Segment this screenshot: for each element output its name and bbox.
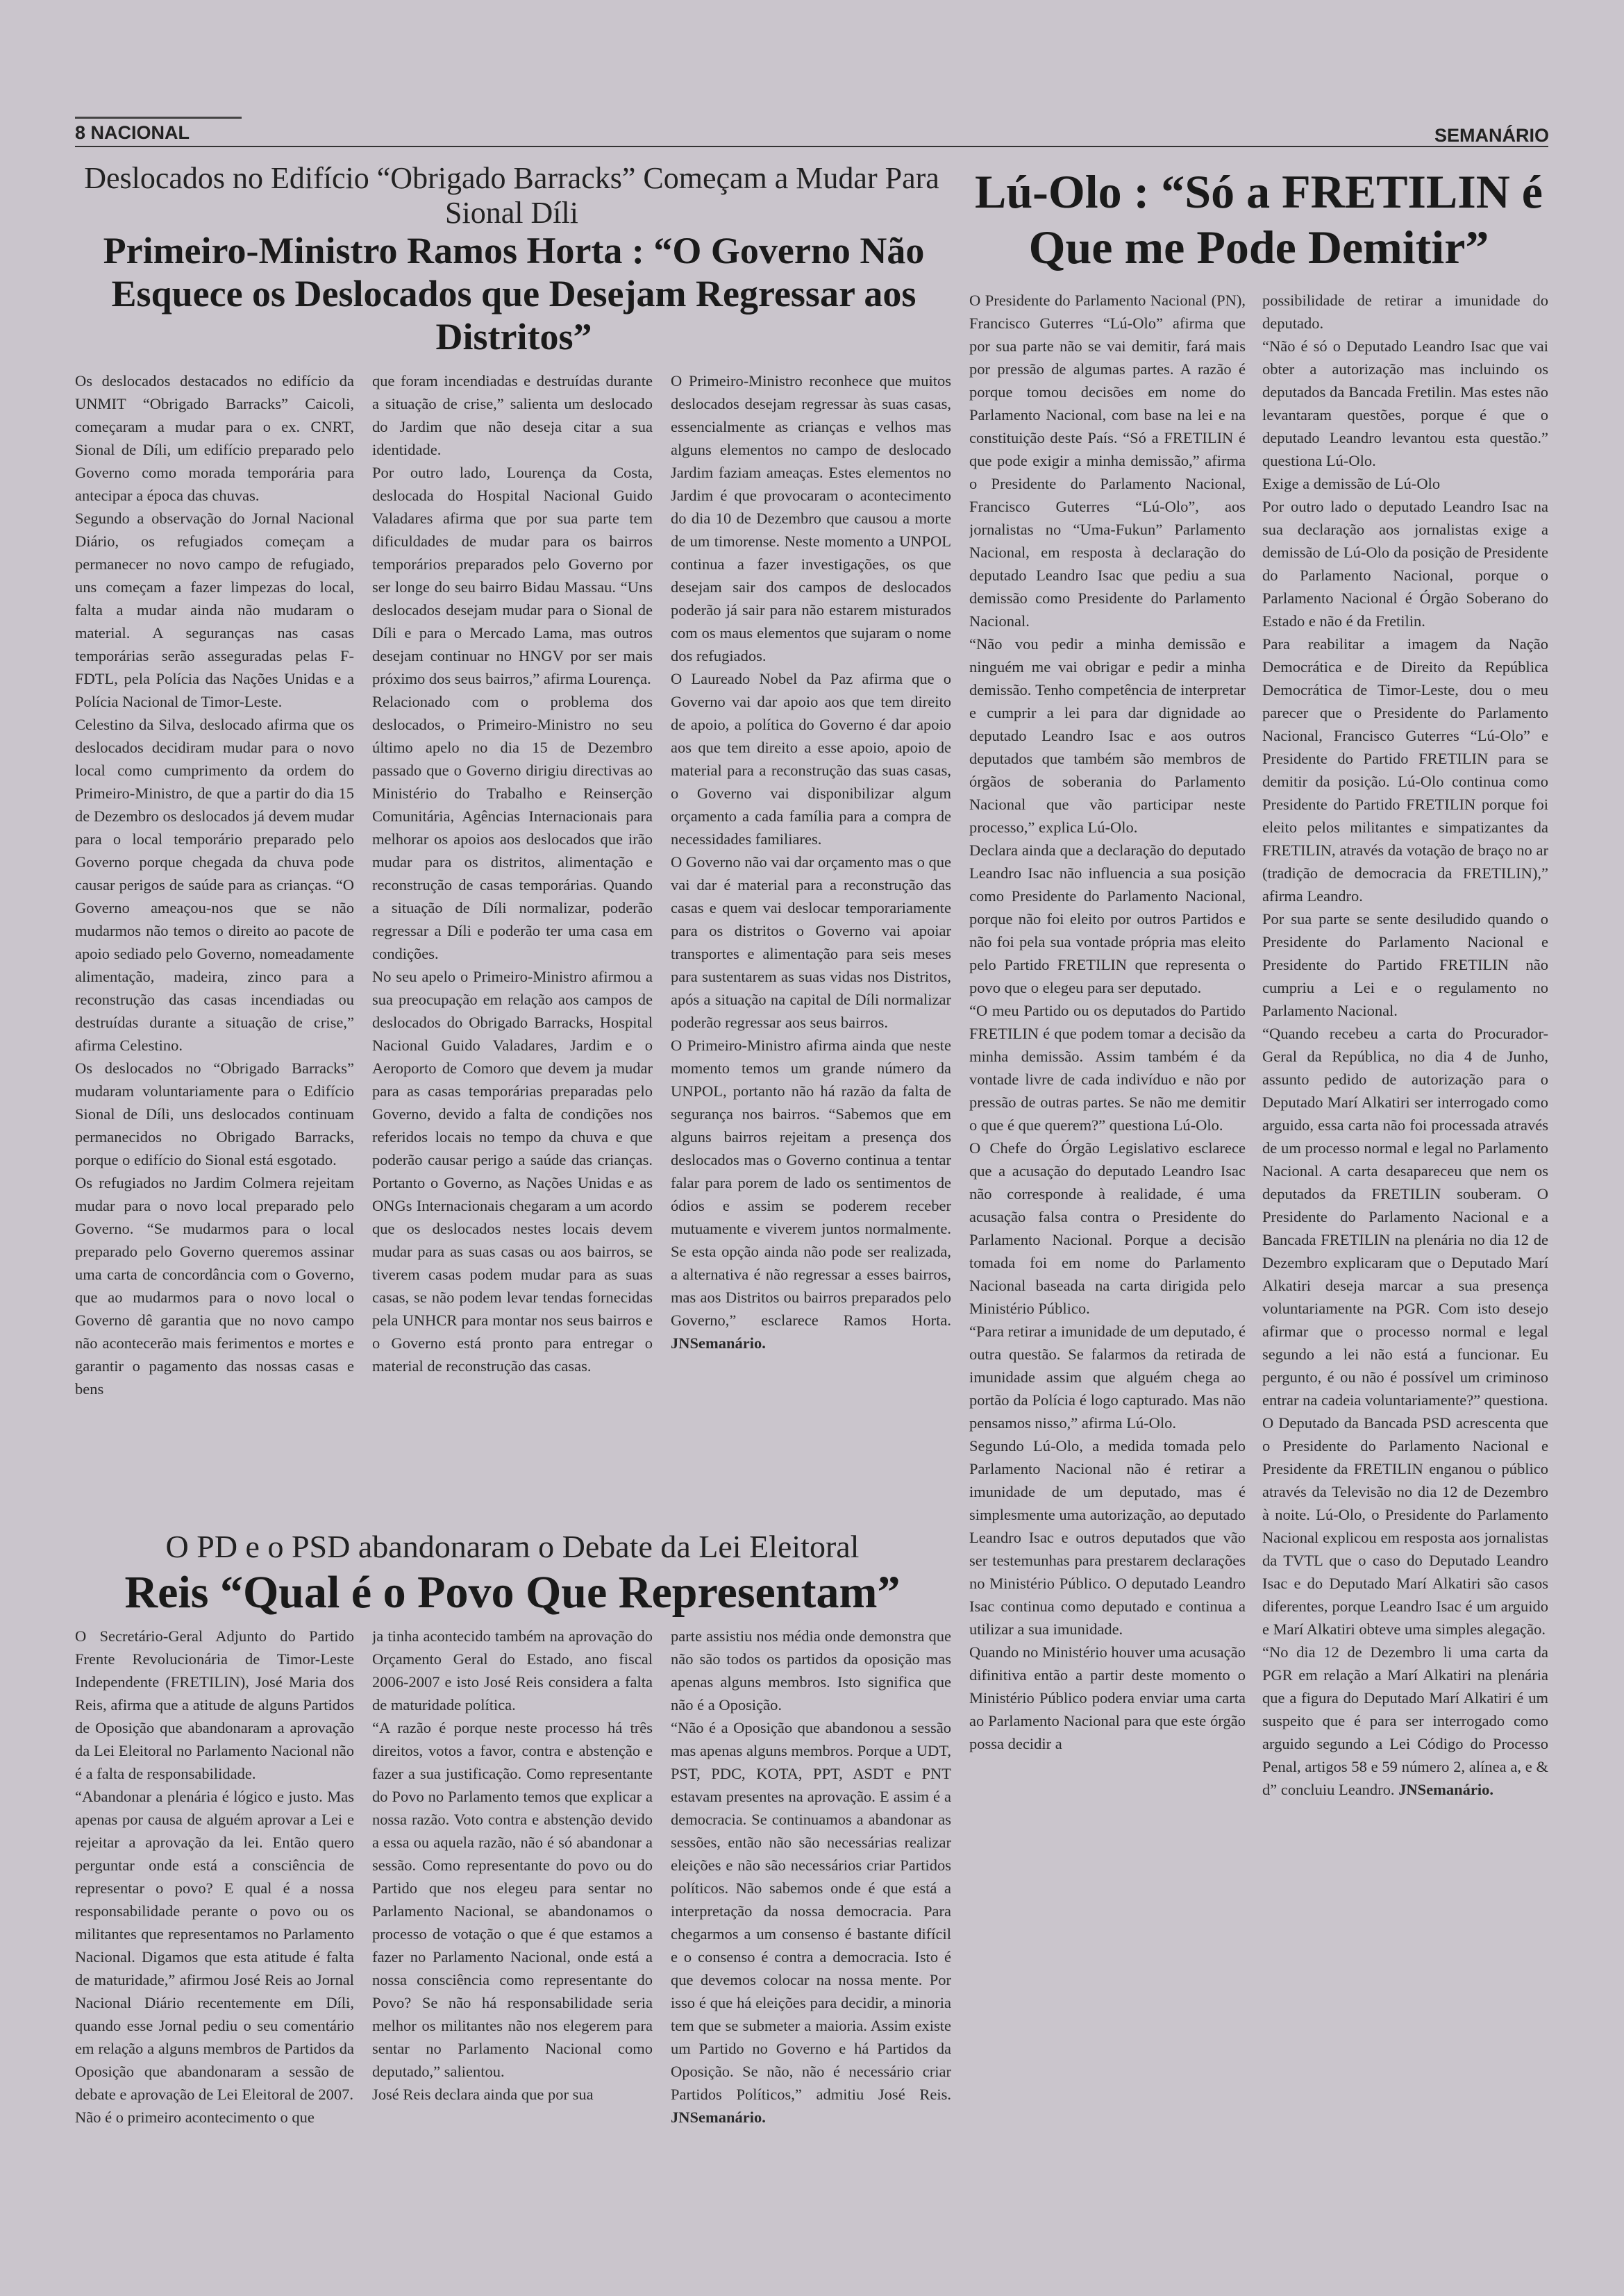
paragraph: O Chefe do Órgão Legislativo esclarece que a acusação do deputado Leandro Isac não corresponde à realidade, é uma acusação falsa contra o Presidente do Parlamento Nacional. Porque a decisão tomada foi em nome do Parlamento Nacional baseada na carta dirigida pelo Ministério Público. [969,1139,1246,1317]
paragraph: O Deputado da Bancada PSD acrescenta que o Presidente do Parlamento Nacional e Presidente da FRETILIN enganou o público através da Televisão no dia 12 de Dezembro à noite. Lú-Olo, o Presidente do Parlamento Nacional explicou em resposta aos jornalistas da TVTL que o caso do Deputado Leandro Isac e do Deputado Marí Alkatiri são casos diferentes, porque Leandro Isac é um arguido e Marí Alkatiri obteve uma simples alegação. [1262,1414,1548,1638]
paragraph: parte assistiu nos média onde demonstra que não são todos os partidos da oposição mas apenas alguns membros. Isto significa que não é a Oposição. [671,1627,951,1713]
paragraph: que foram incendiadas e destruídas durante a situação de crise,” salienta um deslocado do Jardim que não deseja citar a sua identidade. [372,372,653,458]
paragraph: Relacionado com o problema dos deslocados, o Primeiro-Ministro no seu último apelo no dia 15 de Dezembro passado que o Governo dirigiu directivas ao Ministério do Trabalho e Reinserção Comunitária, Agências Internacionais para melhorar os apoios aos deslocados que irão mudar para os distritos, alimentação e reconstrução de casas temporárias. Quando a situação de Díli normalizar, poderão regressar a Díli e poderão ter uma casa em condições. [372,693,653,962]
page-number-section: 8 NACIONAL [75,122,190,143]
article2-column-3 [671,1625,951,2236]
paragraph: O Presidente do Parlamento Nacional (PN), Francisco Guterres “Lú-Olo” afirma que por sua parte não se vai demitir, fará mais por pressão de algumas partes. A razão é porque tomou decisões em nome do Parlamento Nacional, com base na lei e na constituição deste País. “Só a FRETILIN é que pode exigir a minha demissão,” afirma o Presidente do Parlamento Nacional, Francisco Guterres “Lú-Olo”, aos jornalistas no “Uma-Fukun” Parlamento Nacional, em resposta à declaração do deputado Leandro Isac que pediu a sua demissão como Presidente do Parlamento Nacional. [969,292,1246,630]
page-number-rule [75,117,242,119]
paragraph: Por sua parte se sente desiludido quando o Presidente do Parlamento Nacional e Presidente do Partido FRETILIN não cumpriu a Lei e o regulamento no Parlamento Nacional. [1262,910,1548,1019]
paragraph: Para reabilitar a imagem da Nação Democrática e de Direito da República Democrática de Timor-Leste, dou o meu parecer que o Presidente do Parlamento Nacional, Francisco Guterres “Lú-Olo” e Presidente do Partido FRETILIN para se demitir da posição. Lú-Olo continua como Presidente do Partido FRETILIN porque foi eleito pelos militantes e simpatizantes da FRETILIN, através da votação de braço no ar (tradição de democracia da FRETILIN),” afirma Leandro. [1262,635,1548,905]
paragraph: Declara ainda que a declaração do deputado Leandro Isac não influencia a sua posição como Presidente do Parlamento Nacional, porque não foi eleito por outros Partidos e não foi pela sua vontade própria mas eleito pelo Partido FRETILIN que representa o povo que o elegeu para ser deputado. [969,841,1246,996]
paragraph: Exige a demissão de Lú-Olo [1262,475,1441,492]
paragraph: Segundo a observação do Jornal Nacional Diário, os refugiados começam a permanecer no novo campo de refugiado, uns começam a fazer limpezas do local, falta a mudar ainda não mudaram o material. A seguranças nas casas temporárias serão asseguradas pelas F-FDTL, pela Polícia das Nações Unidas e a Polícia Nacional de Timor-Leste. [75,510,354,710]
paragraph: Quando no Ministério houver uma acusação difinitiva então a partir deste momento o Ministério Público podera enviar uma carta ao Parlamento Nacional para que este órgão possa decidir a [969,1643,1246,1752]
paragraph: possibilidade de retirar a imunidade do deputado. [1262,292,1548,332]
paragraph: Por outro lado, Lourença da Costa, deslocada do Hospital Nacional Guido Valadares afirma que por sua parte tem dificuldades de mudar para os bairros temporários preparados pelo Governo por ser longe do seu bairro Bidau Massau. “Uns deslocados desejam mudar para o Sional de Díli e para o Mercado Lama, mas outros desejam continuar no HNGV por ser mais próximo dos seus bairros,” afirma Lourença. [372,464,653,687]
paragraph: O Primeiro-Ministro afirma ainda que neste momento temos um grande número da UNPOL, portanto não há razão da falta de segurança nos bairros. “Sabemos que em alguns bairros rejeitam a presença dos deslocados mas o Governo continua a tentar falar para porem de lado os sentimentos de ódios e assim se poderem receber mutuamente e viverem juntos normalmente. Se esta opção ainda não pode ser realizada, a alternativa é não regressar a esses bairros, mas aos Distritos ou bairros preparados pelo Governo,” esclarece Ramos Horta. JNSemanário. [671,1037,951,1352]
paragraph: “A razão é porque neste processo há três direitos, votos a favor, contra e abstenção e fazer a sua justificação. Como representante do Povo no Parlamento temos que explicar a nossa razão. Voto contra e abstenção devido a essa ou aquela razão, não é só abandonar a sessão. Como representante do povo ou do Partido que nos elegeu para sentar no Parlamento Nacional, se abandonamos o processo de votação o que é que estamos a fazer no Parlamento Nacional, onde está a nossa consciência como representante do Povo? Se não há responsabilidade seria melhor os militantes não nos elegerem para sentar no Parlamento Nacional como deputado,” salientou. [372,1719,653,2080]
paragraph: Celestino da Silva, deslocado afirma que os deslocados decidiram mudar para o novo local como cumprimento da ordem do Primeiro-Ministro, de que a partir do dia 15 de Dezembro os deslocados já devem mudar para o local temporário preparado pelo Governo porque chegada da chuva pode causar perigos de saúde para as crianças. “O Governo ameaçou-nos que se não mudarmos não temos o direito ao pacote de apoio sediado pelo Governo, nomeadamente alimentação, madeira, zinco para a reconstrução das casas incendiadas ou destruídas durante a situação de crise,” afirma Celestino. [75,716,354,1054]
paragraph: José Reis declara ainda que por sua [372,2086,594,2103]
paragraph: “No dia 12 de Dezembro li uma carta da PGR em relação a Marí Alkatiri na plenária que a figura do Deputado Marí Alkatiri é um suspeito que é para ser interrogado como arguido segundo a Lei Código do Processo Penal, artigos 58 e 59 número 2, alínea a, e & d” concluiu Leandro. JNSemanário. [1262,1643,1548,1798]
paragraph: O Laureado Nobel da Paz afirma que o Governo vai dar apoio aos que tem direito de apoio, a política do Governo é dar apoio aos que tem direito a esse apoio, apoio de material para a reconstrução das suas casas, o Governo vai disponibilizar algum orçamento a cada família para a compra de necessidades familiares. [671,670,951,848]
newspaper-name: SEMANÁRIO [1434,125,1549,146]
paragraph: “Não é só o Deputado Leandro Isac que vai obter a autorização mas incluindo os deputados da Bancada Fretilin. Mas estes não levantaram questões, porque é que o deputado Leandro levantou esta questão.” questiona Lú-Olo. [1262,337,1548,469]
paragraph: Os deslocados destacados no edifício da UNMIT “Obrigado Barracks” Caicoli, começaram a mudar para o ex. CNRT, Sional de Díli, um edifício preparado pelo Governo como morada temporária para antecipar a época das chuvas. [75,372,354,504]
paragraph: ja tinha acontecido também na aprovação do Orçamento Geral do Estado, ano fiscal 2006-2007 e isto José Reis considera a falta de maturidade política. [372,1627,653,1713]
header-divider [75,146,1548,147]
article3-column-2 [1262,289,1548,2236]
article2-column-2 [372,1625,653,2236]
article1-column-1 [75,369,354,1525]
paragraph: “Não vou pedir a minha demissão e ninguém me vai obrigar e pedir a minha demissão. Tenho competência de interpretar e cumprir a lei para dar dignidade ao deputado Leandro Isac e aos outros deputados que também são membros de órgãos de soberania do Parlamento Nacional que vão participar neste processo,” explica Lú-Olo. [969,635,1246,836]
paragraph: Os deslocados no “Obrigado Barracks” mudaram voluntariamente para o Edifício Sional de Díli, uns deslocados continuam permanecidos no Obrigado Barracks, porque o edifício do Sional está esgotado. [75,1059,354,1168]
paragraph: Os refugiados no Jardim Colmera rejeitam mudar para o novo local preparado pelo Governo. “Se mudarmos para o local preparado pelo Governo queremos assinar uma carta de concordância com o Governo, que ao mudarmos para o novo local o Governo dê garantia que no novo campo não acontecerão mais ferimentos e mortes e garantir o pagamento das nossas casas e bens [75,1174,354,1398]
article3-headline: Lú-Olo : “Só a FRETILIN é Que me Pode Demitir” [975,165,1543,274]
paragraph: No seu apelo o Primeiro-Ministro afirmou a sua preocupação em relação aos campos de deslocados do Obrigado Barracks, Hospital Nacional Guido Valadares, Jardim e o Aeroporto de Comoro que devem ja mudar para as casas temporárias preparadas pelo Governo, devido a falta de condições nos referidos locais no tempo da chuva e que poderão causar perigo a saúde das crianças. Portanto o Governo, as Nações Unidas e as ONGs Internacionais chegaram a um acordo que os deslocados nestes locais devem mudar para as suas casas ou aos bairros, se tiverem casas podem mudar para as suas casas, se não podem levar tendas fornecidas pela UNHCR para montar nos seus bairros e o Governo está pronto para entregar o material de reconstrução das casas. [372,968,653,1375]
article2-column-1 [75,1625,354,2236]
paragraph: “Quando recebeu a carta do Procurador-Geral da República, no dia 4 de Junho, assunto pedido de autorização para o Deputado Marí Alkatiri ser interrogado como arguido, essa carta não foi processada através de um processo normal e legal no Parlamento Nacional. A carta desapareceu que nem os deputados da FRETILIN souberam. O Presidente do Parlamento Nacional e a Bancada FRETILIN na plenária no dia 12 de Dezembro explicaram que o Deputado Marí Alkatiri deseja marcar a sua presença voluntariamente na PGR. Com isto desejo afirmar que o processo normal e legal segundo a lei não está a funcionar. Eu pergunto, é ou não é possível um criminoso entrar na cadeia voluntariamente?” questiona. [1262,1025,1548,1409]
article2-headline: Reis “Qual é o Povo Que Representam” [124,1567,901,1618]
paragraph: O Secretário-Geral Adjunto do Partido Frente Revolucionária de Timor-Leste Independente (FRETILIN), José Maria dos Reis, afirma que a atitude de alguns Partidos de Oposição que abandonaram a aprovação da Lei Eleitoral no Parlamento Nacional não é a falta de responsabilidade. [75,1627,354,1782]
signature: JNSemanário. [671,2109,766,2126]
paragraph: Por outro lado o deputado Leandro Isac na sua declaração aos jornalistas exige a demissão de Lú-Olo da posição de Presidente do Parlamento Nacional, porque o Parlamento Nacional é Órgão Soberano do Estado e não é da Fretilin. [1262,498,1548,630]
article1-headline: Primeiro-Ministro Ramos Horta : “O Governo Não Esquece os Deslocados que Desejam Regressar aos Distritos” [103,230,925,358]
signature: JNSemanário. [1394,1781,1494,1798]
paragraph: O Primeiro-Ministro reconhece que muitos deslocados desejam regressar às suas casas, essencialmente as crianças e velhos mas alguns elementos no campo de deslocado Jardim faziam ameaças. Estes elementos no Jardim é que provocaram o acontecimento do dia 10 de Dezembro que causou a morte de um timorense. Neste momento a UNPOL continua a fazer investigações, os que desejam sair dos campos de deslocados poderão já sair para não estarem misturados com os maus elementos que sujaram o nome dos refugiados. [671,372,951,664]
paragraph: “Abandonar a plenária é lógico e justo. Mas apenas por causa de alguém aprovar a Lei e rejeitar a aprovação da lei. Então quero perguntar onde está a consciência de representar o povo? E qual é a nossa responsabilidade perante o povo ou os militantes que representamos no Parlamento Nacional. Digamos que esta atitude é falta de maturidade,” afirmou José Reis ao Jornal Nacional Diário recentemente em Díli, quando esse Jornal pediu o seu comentário em relação a alguns membros de Partidos da Oposição que abandonaram a sessão de debate e aprovação de Lei Eleitoral de 2007. [75,1788,354,2103]
paragraph: Segundo Lú-Olo, a medida tomada pelo Parlamento Nacional não é retirar a imunidade de um deputado, mas é simplesmente uma autorização, ao deputado Leandro Isac e outros deputados que vão ser testemunhas para prestarem declarações no Ministério Público. O deputado Leandro Isac continua como deputado e continua a utilizar a sua imunidade. [969,1437,1246,1638]
article1-kicker: Deslocados no Edifício “Obrigado Barracks” Começam a Mudar Para Sional Díli [84,161,939,230]
paragraph: “O meu Partido ou os deputados do Partido FRETILIN é que podem tomar a decisão da minha demissão. Assim também é da vontade livre de cada indivíduo e não por pressão de outras partes. Se não me demitir o que é que querem?” questiona Lú-Olo. [969,1002,1246,1134]
paragraph: “Para retirar a imunidade de um deputado, é outra questão. Se falarmos da retirada de imunidade assim que alguém chega ao portão da Polícia é logo capturado. Mas não pensamos nisso,” afirma Lú-Olo. [969,1323,1246,1432]
paragraph: Não é o primeiro acontecimento o que [75,2109,315,2126]
signature: JNSemanário. [671,1334,766,1352]
article2-kicker: O PD e o PSD abandonaram o Debate da Lei Eleitoral [165,1529,860,1564]
paragraph: “Não é a Oposição que abandonou a sessão mas apenas alguns membros. Porque a UDT, PST, PDC, KOTA, PPT, ASDT e PNT estavam presentes na aprovação. E assim é a democracia. Se continuamos a abandonar as sessões, então não são necessárias realizar eleições e não são necessários criar Partidos políticos. Não sabemos onde é que está a interpretação da nossa democracia. Para chegarmos a um consenso é bastante difícil e o consenso é contra a democracia. Isto é que devemos colocar na nossa mente. Por isso é que há eleições para decidir, a minoria tem que se submeter a maioria. Assim existe um Partido no Governo e há Partidos da Oposição. Se não, não é necessário criar Partidos Políticos,” admitiu José Reis. JNSemanário. [671,1719,951,2126]
article1-column-3 [671,369,951,1525]
article1-column-2 [372,369,653,1525]
paragraph: O Governo não vai dar orçamento mas o que vai dar é material para a reconstrução das casas e quem vai deslocar temporariamente para os distritos o Governo vai apoiar transportes e alimentação para seis meses para sustentarem as suas vidas nos Distritos, após a situação na capital de Díli normalizar poderão regressar aos seus bairros. [671,853,951,1031]
article3-column-1 [969,289,1246,2236]
